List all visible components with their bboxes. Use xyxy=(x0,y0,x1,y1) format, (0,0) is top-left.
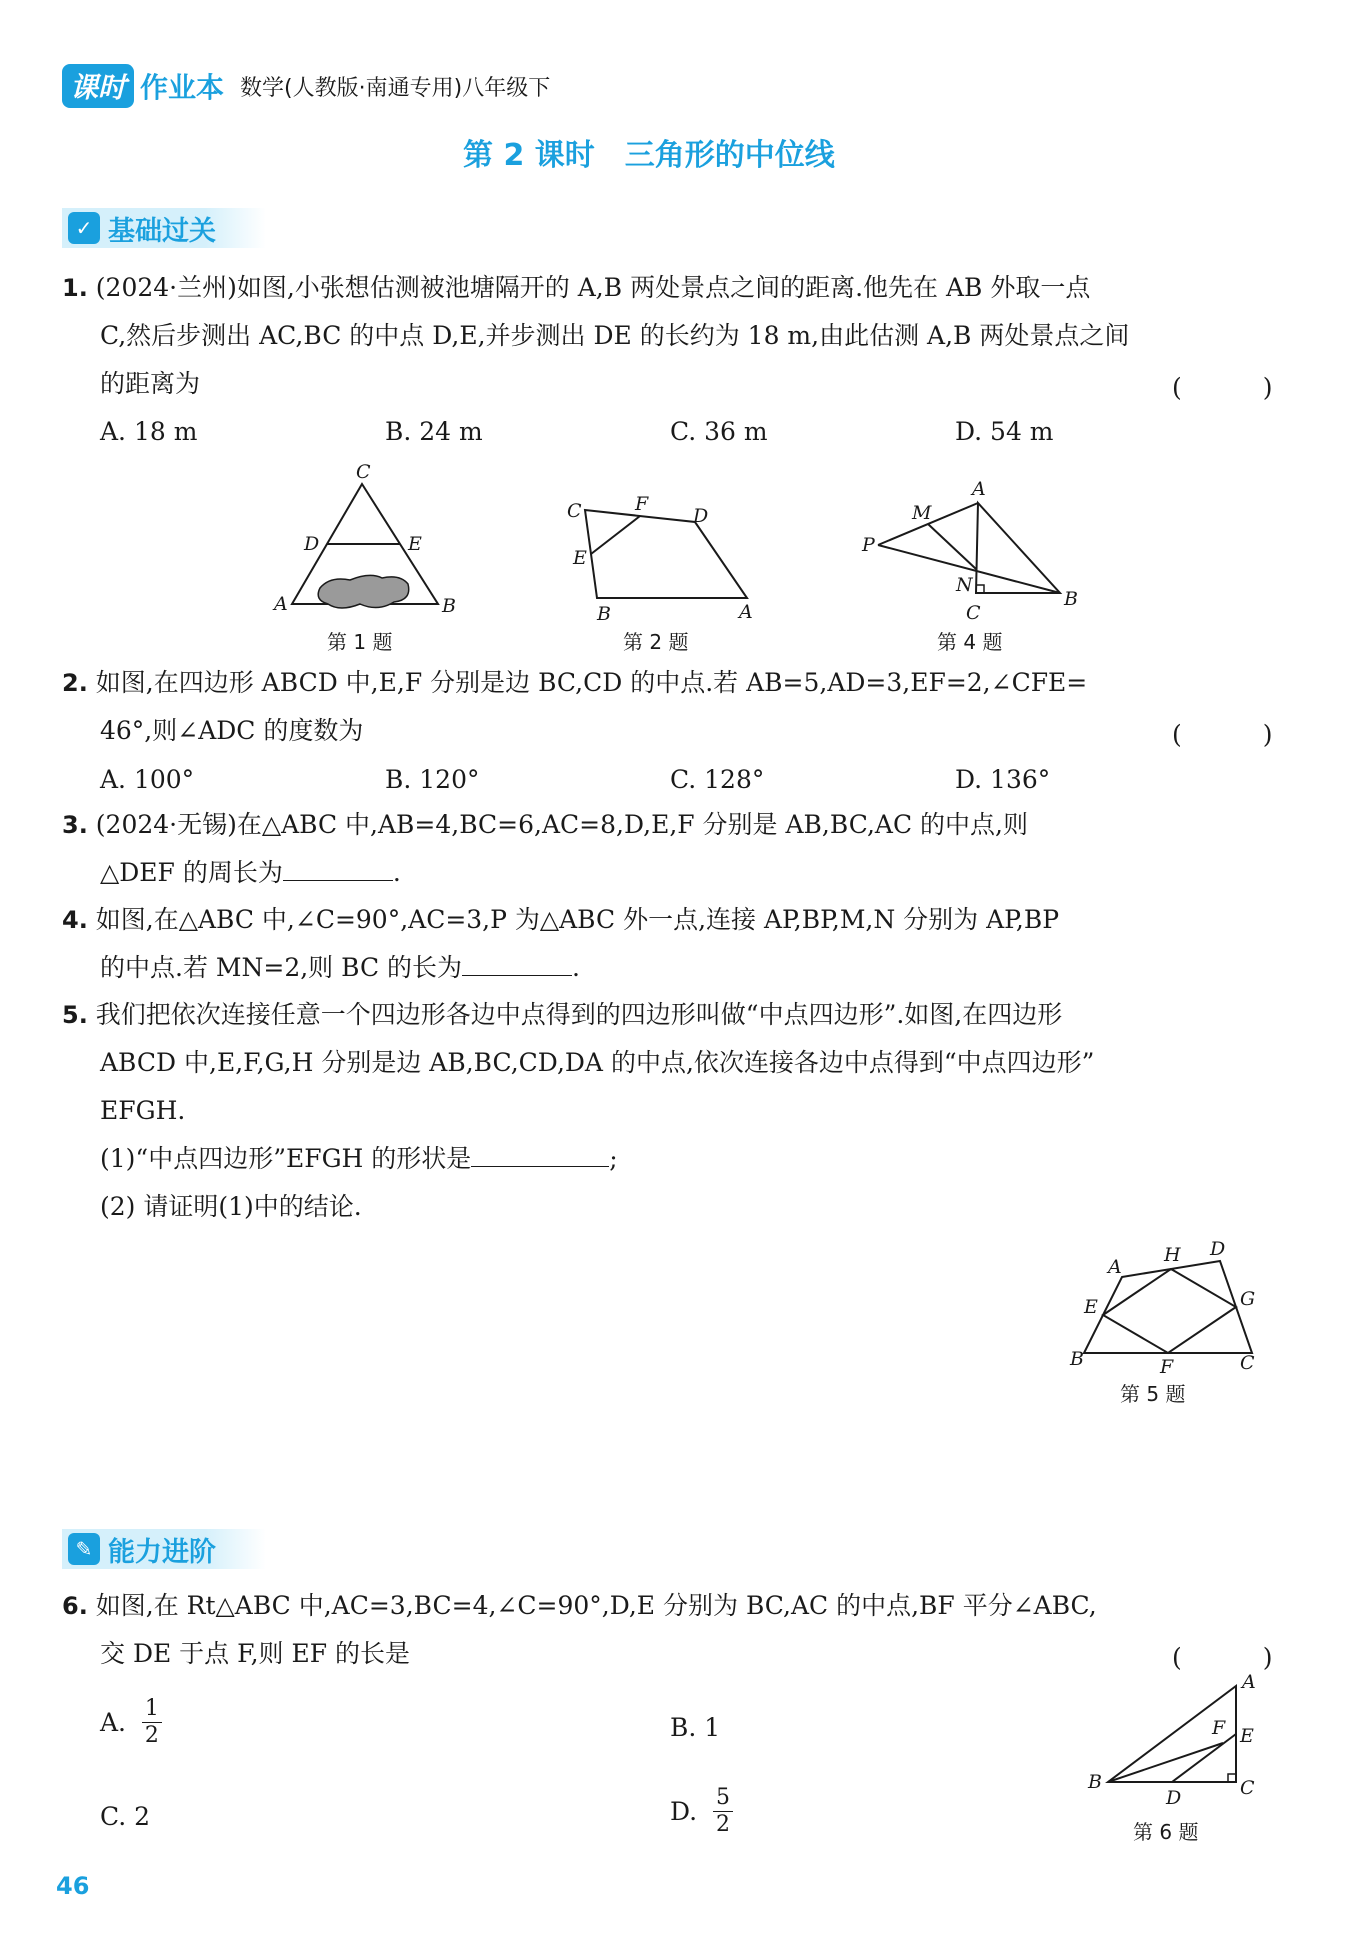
figure-2-caption: 第 2 题 xyxy=(623,630,689,654)
q1-answer-paren[interactable]: ( ) xyxy=(1172,373,1301,402)
q4-answer-blank[interactable] xyxy=(462,949,572,976)
q6-option-a[interactable] xyxy=(100,1696,162,1749)
q1-number: 1. xyxy=(62,274,88,302)
svg-text:A: A xyxy=(1242,1671,1256,1693)
section-basic xyxy=(62,207,266,249)
q5-line3: EFGH. xyxy=(100,1096,186,1125)
q1-line3: 的距离为 xyxy=(100,369,201,398)
svg-text:M: M xyxy=(912,502,932,524)
q2 xyxy=(62,659,1087,755)
svg-text:P: P xyxy=(862,534,875,556)
q1-option-d[interactable]: D. 54 m xyxy=(955,417,1054,446)
q2-line2: 46°,则∠ADC 的度数为 xyxy=(100,716,364,745)
q1-option-a[interactable]: A. 18 m xyxy=(100,417,198,446)
q6-option-b[interactable]: B. 1 xyxy=(670,1713,721,1742)
svg-text:B: B xyxy=(597,603,611,622)
q1-line1: (2024·兰州)如图,小张想估测被池塘隔开的 A,B 两处景点之间的距离.他先在 AB 外取一点 xyxy=(95,273,1091,302)
q3 xyxy=(62,801,1028,897)
svg-text:B: B xyxy=(1088,1771,1102,1793)
q4-line2: 的中点.若 MN=2,则 BC 的长为 xyxy=(100,953,463,982)
figure-2 xyxy=(555,492,765,622)
q5-answer-blank[interactable] xyxy=(471,1140,609,1167)
svg-text:C: C xyxy=(1240,1777,1255,1799)
q3-number: 3. xyxy=(62,811,88,839)
svg-text:D: D xyxy=(1210,1238,1226,1260)
logo-badge: 课时 xyxy=(62,64,134,108)
figure-6-caption: 第 6 题 xyxy=(1133,1820,1199,1844)
svg-text:A: A xyxy=(274,593,288,615)
q6-line2: 交 DE 于点 F,则 EF 的长是 xyxy=(100,1639,411,1668)
svg-text:D: D xyxy=(693,505,709,527)
q5-number: 5. xyxy=(62,1001,88,1029)
q5 xyxy=(62,991,1094,1231)
svg-text:E: E xyxy=(1084,1296,1098,1318)
q5-line2: ABCD 中,E,F,G,H 分别是边 AB,BC,CD,DA 的中点,依次连接各边中点得到“中点四边形” xyxy=(100,1048,1095,1077)
q6 xyxy=(62,1582,1097,1678)
q4 xyxy=(62,896,1059,992)
svg-text:C: C xyxy=(356,462,371,483)
q2-number: 2. xyxy=(62,669,88,697)
q6-option-d-label: D. xyxy=(670,1797,698,1826)
section-advanced xyxy=(62,1528,266,1570)
edit-icon: ✎ xyxy=(68,1533,100,1565)
q6-option-a-numerator: 1 xyxy=(142,1696,162,1723)
svg-text:D: D xyxy=(304,533,320,555)
q6-option-d-numerator: 5 xyxy=(713,1785,733,1812)
q6-option-a-fraction xyxy=(142,1696,162,1749)
q3-answer-blank[interactable] xyxy=(283,854,393,881)
header xyxy=(62,64,550,108)
q2-option-b[interactable]: B. 120° xyxy=(385,765,480,794)
q6-line1: 如图,在 Rt△ABC 中,AC=3,BC=4,∠C=90°,D,E 分别为 BC,AC 的中点,BF 平分∠ABC, xyxy=(95,1591,1097,1620)
q2-option-d[interactable]: D. 136° xyxy=(955,765,1051,794)
figure-4 xyxy=(860,475,1090,625)
svg-text:E: E xyxy=(408,533,422,555)
figure-5-caption: 第 5 题 xyxy=(1120,1382,1186,1406)
svg-text:C: C xyxy=(1240,1352,1255,1374)
q6-option-d[interactable] xyxy=(670,1785,733,1838)
section-advanced-title: 能力进阶 xyxy=(108,1536,216,1568)
svg-text:F: F xyxy=(1160,1356,1174,1378)
svg-text:E: E xyxy=(573,547,587,569)
q3-line1: (2024·无锡)在△ABC 中,AB=4,BC=6,AC=8,D,E,F 分别是 AB,BC,AC 的中点,则 xyxy=(95,810,1028,839)
logo-text: 作业本 xyxy=(140,71,225,104)
q6-option-d-denominator: 2 xyxy=(716,1812,731,1837)
svg-text:C: C xyxy=(567,500,582,522)
q4-line1: 如图,在△ABC 中,∠C=90°,AC=3,P 为△ABC 外一点,连接 AP,BP,M,N 分别为 AP,BP xyxy=(95,905,1060,934)
svg-text:A: A xyxy=(1108,1256,1122,1278)
q4-period: . xyxy=(572,953,580,982)
q4-number: 4. xyxy=(62,906,88,934)
q6-option-d-fraction xyxy=(713,1785,733,1838)
q6-option-a-label: A. xyxy=(100,1708,127,1737)
q6-number: 6. xyxy=(62,1592,88,1620)
q1 xyxy=(62,264,1129,408)
svg-text:B: B xyxy=(442,595,456,617)
svg-text:A: A xyxy=(972,478,986,500)
q5-semicolon: ; xyxy=(609,1144,618,1173)
q6-option-a-denominator: 2 xyxy=(144,1723,159,1748)
svg-text:B: B xyxy=(1064,588,1078,610)
q1-option-b[interactable]: B. 24 m xyxy=(385,417,483,446)
q5-sub2: (2) 请证明(1)中的结论. xyxy=(100,1192,362,1221)
q1-line2: C,然后步测出 AC,BC 的中点 D,E,并步测出 DE 的长约为 18 m,由此估测 A,B 两处景点之间 xyxy=(100,321,1130,350)
q6-answer-paren[interactable]: ( ) xyxy=(1172,1643,1301,1672)
figure-6 xyxy=(1080,1670,1280,1810)
svg-text:D: D xyxy=(1166,1787,1182,1809)
figure-5 xyxy=(1060,1235,1270,1385)
q1-option-c[interactable]: C. 36 m xyxy=(670,417,768,446)
svg-text:E: E xyxy=(1240,1725,1254,1747)
svg-text:C: C xyxy=(966,602,981,624)
q2-line1: 如图,在四边形 ABCD 中,E,F 分别是边 BC,CD 的中点.若 AB=5,AD=3,EF=2,∠CFE= xyxy=(95,668,1088,697)
section-basic-title: 基础过关 xyxy=(108,215,216,247)
checkbox-icon: ✓ xyxy=(68,212,100,244)
q3-line2: △DEF 的周长为 xyxy=(100,858,283,887)
svg-text:F: F xyxy=(1212,1717,1226,1739)
figure-1-caption: 第 1 题 xyxy=(327,630,393,654)
q2-option-c[interactable]: C. 128° xyxy=(670,765,765,794)
svg-text:F: F xyxy=(635,493,649,515)
q2-answer-paren[interactable]: ( ) xyxy=(1172,720,1301,749)
q5-line1: 我们把依次连接任意一个四边形各边中点得到的四边形叫做“中点四边形”.如图,在四边形 xyxy=(95,1000,1063,1029)
figure-1 xyxy=(270,462,470,622)
lesson-title: 第 2 课时 三角形的中位线 xyxy=(463,138,835,173)
page-number: 46 xyxy=(56,1872,90,1900)
svg-text:G: G xyxy=(1240,1288,1256,1310)
svg-text:B: B xyxy=(1070,1348,1084,1370)
svg-text:N: N xyxy=(956,574,973,596)
subject-text: 数学(人教版·南通专用)八年级下 xyxy=(240,75,551,101)
svg-text:A: A xyxy=(739,601,753,622)
svg-text:H: H xyxy=(1164,1244,1181,1266)
q3-period: . xyxy=(392,858,401,887)
figure-4-caption: 第 4 题 xyxy=(937,630,1003,654)
q5-sub1: (1)“中点四边形”EFGH 的形状是 xyxy=(100,1144,472,1173)
q6-option-c[interactable]: C. 2 xyxy=(100,1802,151,1831)
q2-option-a[interactable]: A. 100° xyxy=(100,765,195,794)
